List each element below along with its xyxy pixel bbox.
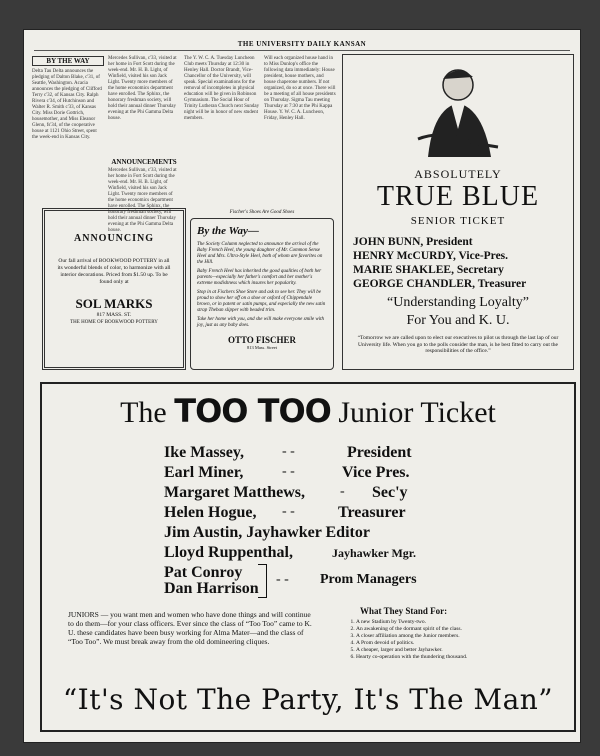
cand-name-3: Margaret Matthews,: [164, 484, 305, 501]
fischer-p4: Take her home with you, and she will make everyone smile with joy, just as any baby does.: [197, 317, 325, 328]
stand-item: 3. A closer affiliation among the Junior members.: [356, 633, 552, 640]
cand-name-1: Ike Massey,: [164, 444, 244, 461]
absolutely-label: ABSOLUTELY: [414, 167, 502, 181]
cand-name-2: Earl Miner,: [164, 464, 244, 481]
fischer-address: 813 Mass. Street: [246, 345, 278, 350]
senior-ticket-label: SENIOR TICKET: [410, 215, 506, 227]
fischer-caption: Fischer's Shoes Are Good Shoes: [229, 210, 295, 215]
fischer-ad: [190, 218, 334, 370]
candidate-4: GEORGE CHANDLER, Treasurer: [353, 278, 527, 290]
cand-dash-8: - -: [276, 572, 289, 587]
prom-bracket: [258, 564, 267, 598]
cand-name-8: Dan Harrison: [164, 580, 259, 597]
store-name: SOL MARKS: [75, 296, 153, 311]
announcements-heading: ANNOUNCEMENTS: [111, 158, 177, 166]
cand-name-5: Jim Austin, Jayhawker Editor: [164, 524, 370, 541]
candidate-3: MARIE SHAKLEE, Secretary: [353, 264, 504, 276]
column-4: [264, 56, 336, 206]
senior-candidates: [353, 235, 526, 291]
cand-dash-3: -: [340, 484, 345, 499]
cand-name-6: Lloyd Ruppenthal,: [164, 544, 293, 561]
column-3-text: The Y. W. C. A. Tuesday Luncheon Club meets Thursday at 12:30 in Henley Hall. Doctor Brandt, Vice-Chancellor of the University, will speak. Special examinations for the removal of incompletes in physical education will be given in Robinson Gymnasium. The Social Hour of Trinity Lutheran Church next Sunday night will be in honor of new student members.: [184, 56, 260, 121]
fischer-p2: Baby French Heel has inherited the good qualities of both her parents—especially her father's comfort and her mother's extreme modishness which insures her popularity.: [197, 269, 322, 286]
stand-for-section: [342, 606, 552, 661]
announcing-heading: ANNOUNCING: [74, 233, 154, 244]
juniors-text: JUNIORS — you want men and women who have done things and will continue to do them—for your class officers. Ever since the class of “Too Too” came to K. U. these candidates have been busy working for Alma Mater—and the class of “Too Too”. We must break away from the old domineering cliques.: [68, 610, 312, 646]
column-4-text: Will each organized house hand in to Miss Dunlop's office the following data immediately: House president, house mothers, and house chaperone numbers. If not organized, do so at once. There will be a meeting of all house presidents on Thursday. Sigma Tau meeting Thursday at 7:30 at the Phi Kappa House. Y. W. C. A. Luncheon, Friday, Henley Hall.: [264, 56, 336, 121]
cand-dash-1: - -: [282, 444, 295, 459]
bookwood-body: Our fall arrival of BOOKWOOD POTTERY in all its wonderful blends of color, to harmonize with all interior decorations. Priced from $1.50 up. To be found only at: [57, 258, 171, 285]
announcements-text: Mercedes Sullivan, c'33, visited at her home in Fort Scott during the week-end. Mr. H. B. Light, of Winfield, visited his son Jack Light. Twenty more members of the home economics department have enrolled. The Sphinx, the honorary freshman society, will hold their annual dinner Thursday evening at the Phi Gamma Delta house.: [108, 168, 177, 233]
masthead-rule: [34, 50, 570, 51]
too-too-title: [42, 392, 574, 430]
cand-role-4: Treasurer: [338, 504, 406, 521]
column-2: [108, 56, 180, 233]
cand-dash-4: - -: [282, 504, 295, 519]
store-tagline: THE HOME OF BOOKWOOD POTTERY: [70, 320, 158, 325]
cand-dash-2: - -: [282, 464, 295, 479]
candidate-2: HENRY McCURDY, Vice-Pres.: [353, 250, 509, 262]
column-2-text: Mercedes Sullivan, c'33, visited at her home in Fort Scott during the week-end. Mr. H. B. Light, of Winfield, visited his son Jack Light. Twenty more members of the home economics department have enrolled. The Sphinx, the honorary freshman society, will hold their annual dinner Thursday evening at the Phi Gamma Delta house.: [108, 56, 177, 121]
true-blue-title: TRUE BLUE: [376, 181, 540, 212]
stand-item: 1. A new Stadium by Twenty-two.: [356, 619, 552, 626]
man-illustration-icon: [413, 59, 503, 159]
stand-item: 6. Hearty co-operation with the thundering thousand.: [356, 654, 552, 661]
cand-role-2: Vice Pres.: [342, 464, 410, 481]
cand-name-7: Pat Conroy: [164, 564, 243, 581]
stand-item: 2. An awakening of the dormant spirit of the class.: [356, 626, 552, 633]
too-too-slogan: “It's Not The Party, It's The Man”: [62, 683, 554, 716]
candidate-1: JOHN BUNN, President: [353, 236, 473, 248]
newspaper-page: [24, 30, 580, 742]
true-blue-slogan-2: For You and K. U.: [406, 313, 510, 328]
column-1: [32, 56, 104, 219]
true-blue-ad: [342, 54, 574, 370]
too-too-ad: [40, 382, 576, 732]
stand-item: 4. A Prom devoid of politics.: [356, 640, 552, 647]
column-1-text: Delta Tau Delta announces the pledging of Dalton Blake, c'31, of Seattle, Washington. Acacia announces the pledging of Clifford Terry c'32, of Kansas City. Ralph Rivera c'34, of Hutchinson and Walter R. Smith c'33, of Kansas City. Miss Dorie Gottrich, housemother, and Miss Eleanor Glenn, fs'34, of the cooperative house at 1121 Ohio Street, spent the week-end in Kansas City.: [32, 69, 102, 140]
cand-role-3: Sec'y: [372, 484, 408, 501]
cand-role-6: Jayhawker Mgr.: [332, 546, 416, 560]
fischer-heading: By the Way—: [197, 225, 259, 237]
bookwood-ad: [42, 208, 186, 370]
title-the: The: [120, 396, 167, 429]
stand-for-title: What They Stand For:: [360, 606, 448, 616]
by-the-way-small-heading: BY THE WAY: [32, 56, 104, 66]
fischer-name: OTTO FISCHER: [227, 335, 297, 345]
cand-role-8: Prom Managers: [320, 572, 417, 587]
cand-role-1: President: [347, 444, 412, 461]
masthead: THE UNIVERSITY DAILY KANSAN: [237, 40, 367, 48]
title-rest: Junior Ticket: [338, 396, 496, 429]
title-too-too: TOO TOO: [174, 392, 331, 430]
stand-item: 5. A cheaper, larger and better Jayhawker.: [356, 647, 552, 654]
stand-for-list: [342, 619, 552, 661]
fischer-p3: Stop in at Fischers Shoe Store and ask to see her. They will be proud to show her off on a shoe or oxford of Chippendale brown, or in patent or satin pumps, and especially the new satin strap Theban slipper with beaded trim.: [197, 290, 326, 313]
column-3: [184, 56, 260, 206]
fischer-p1: The Society Column neglected to announce the arrival of the Baby French Heel, the young daughter of Mr. Common Sense Heel and Mrs. Ultra-Style Heel, both of whom are favorites on the Hill.: [197, 242, 323, 265]
true-blue-slogan-1: “Understanding Loyalty”: [387, 295, 529, 310]
cand-name-4: Helen Hogue,: [164, 504, 257, 521]
true-blue-quote: “Tomorrow we are called upon to elect our executives to pilot us through the last lap of our University life. When you go to the polls consider the man, is he best fitted to carry out the responsibilities of the office.”: [357, 335, 559, 354]
store-address: 817 MASS. ST.: [96, 312, 132, 318]
